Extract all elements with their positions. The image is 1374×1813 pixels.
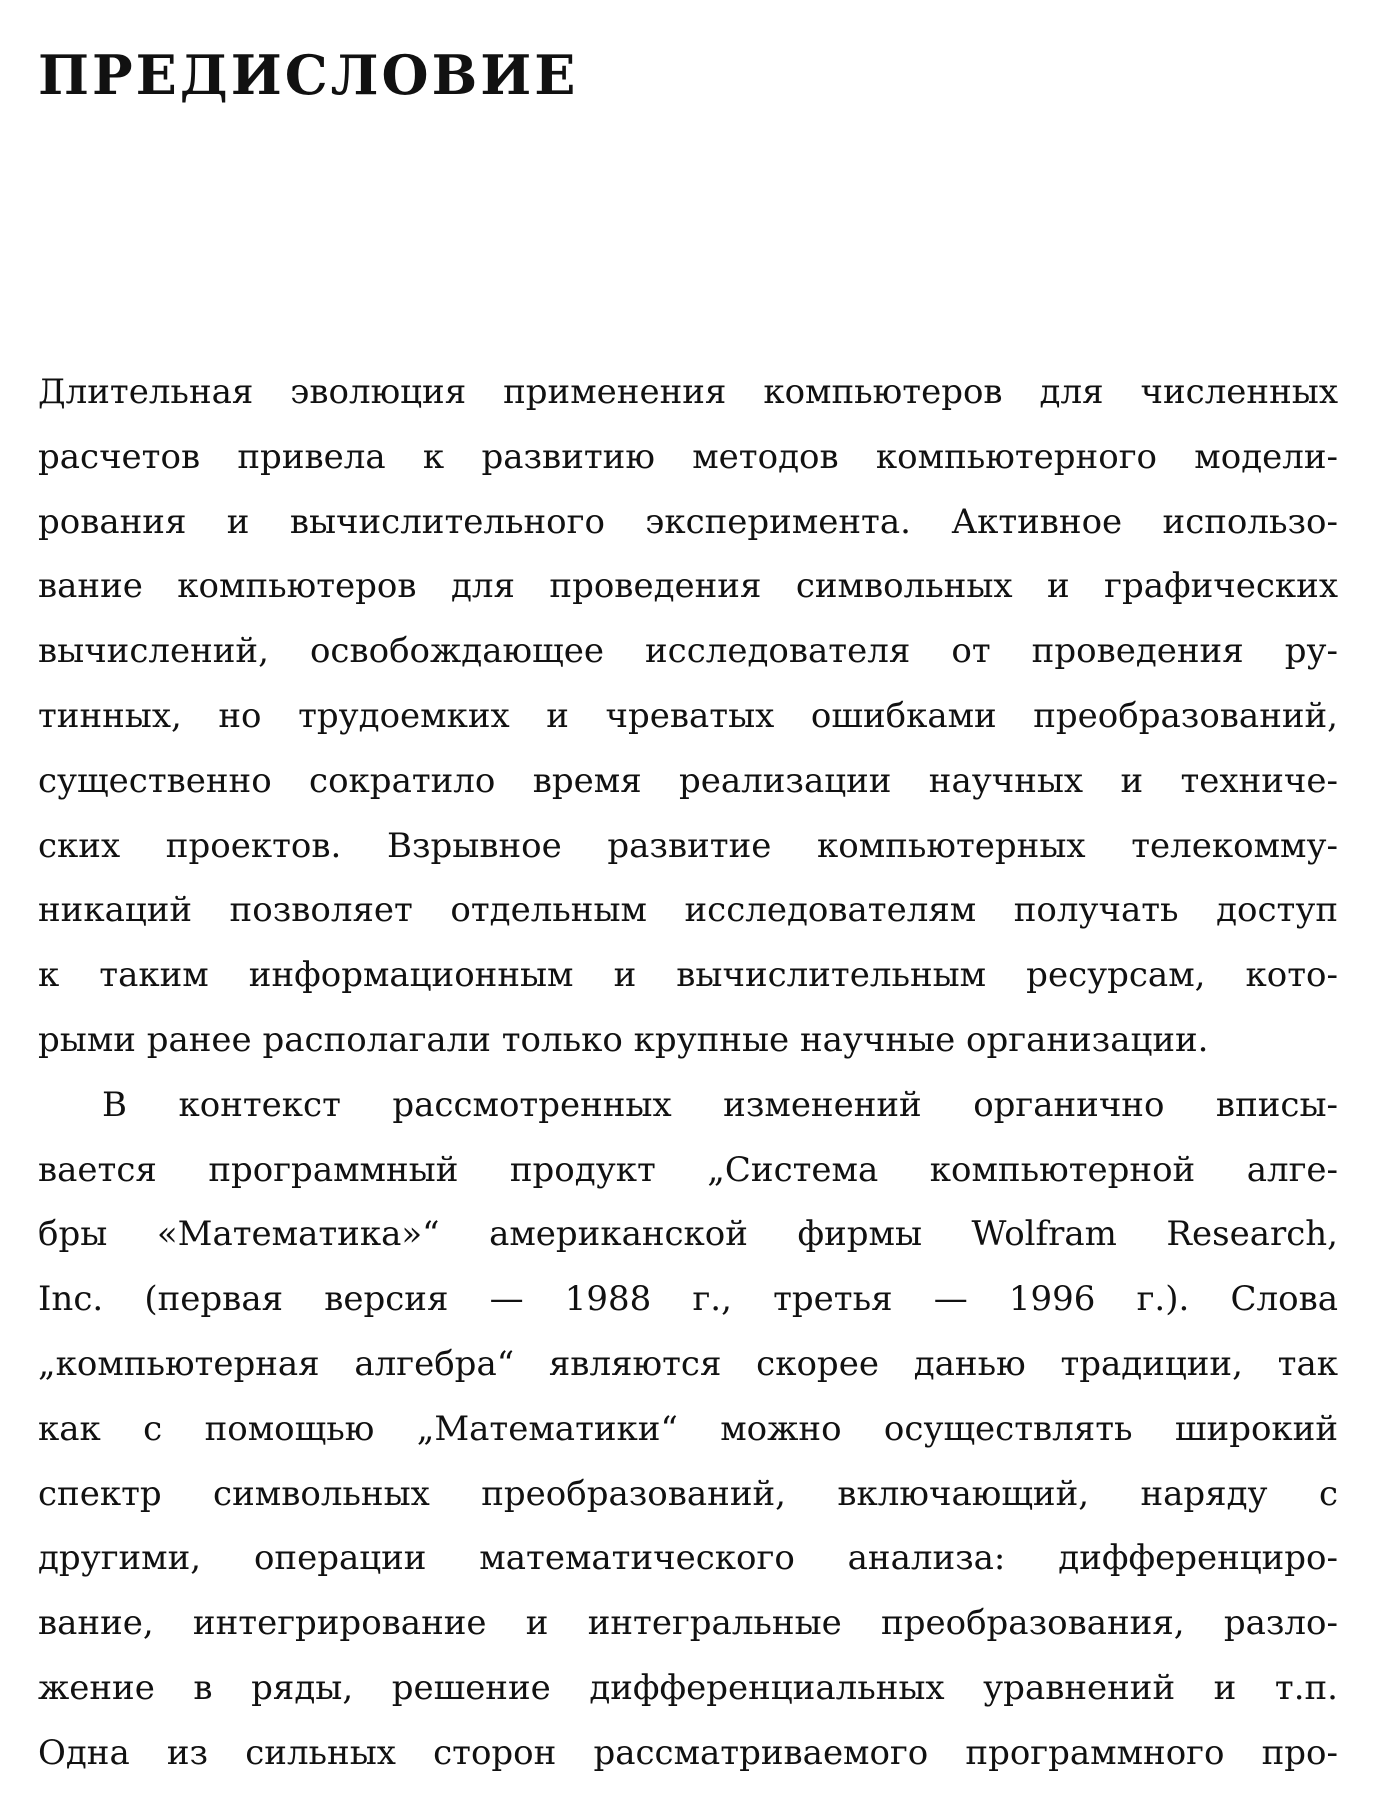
- text-line: В контекст рассмотренных изменений органично вписы-: [102, 1084, 1338, 1125]
- text-line: рыми ранее располагали только крупные научные организации.: [38, 1019, 1209, 1060]
- text-line: ских проектов. Взрывное развитие компьютерных телекомму-: [38, 825, 1338, 866]
- text-line: вание, интегрирование и интегральные преобразования, разло-: [38, 1603, 1338, 1644]
- text-line: расчетов привела к развитию методов компьютерного модели-: [38, 436, 1338, 477]
- text-line: жение в ряды, решение дифференциальных уравнений и т.п.: [38, 1667, 1338, 1708]
- text-line: вается программный продукт „Система компьютерной алге-: [38, 1149, 1338, 1190]
- body-text: [38, 360, 1338, 1786]
- text-line: вычислений, освобождающее исследователя от проведения ру-: [38, 631, 1338, 672]
- text-line: рования и вычислительного эксперимента. Активное использо-: [38, 501, 1338, 542]
- text-line: как с помощью „Математики“ можно осуществлять широкий: [38, 1408, 1338, 1449]
- text-line: спектр символьных преобразований, включающий, наряду с: [38, 1473, 1338, 1514]
- text-line: существенно сократило время реализации научных и техниче-: [38, 760, 1338, 801]
- text-line: бры «Математика»“ американской фирмы Wolfram Research,: [38, 1214, 1338, 1255]
- text-line: к таким информационным и вычислительным ресурсам, кото-: [38, 955, 1338, 996]
- text-line: другими, операции математического анализа: дифференциро-: [38, 1538, 1338, 1579]
- text-line: тинных, но трудоемких и чреватых ошибками преобразований,: [38, 695, 1338, 736]
- text-line: Длительная эволюция применения компьютеров для численных: [38, 372, 1338, 412]
- text-line: никаций позволяет отдельным исследователям получать доступ: [38, 890, 1338, 931]
- text-line: вание компьютеров для проведения символьных и графических: [38, 566, 1338, 607]
- text-line: Inc. (первая версия — 1988 г., третья — 1996 г.). Слова: [38, 1279, 1338, 1320]
- page-title: ПРЕДИСЛОВИЕ: [38, 43, 579, 107]
- text-line: „компьютерная алгебра“ являются скорее данью традиции, так: [38, 1343, 1338, 1384]
- text-line: Одна из сильных сторон рассматриваемого программного про-: [38, 1732, 1338, 1773]
